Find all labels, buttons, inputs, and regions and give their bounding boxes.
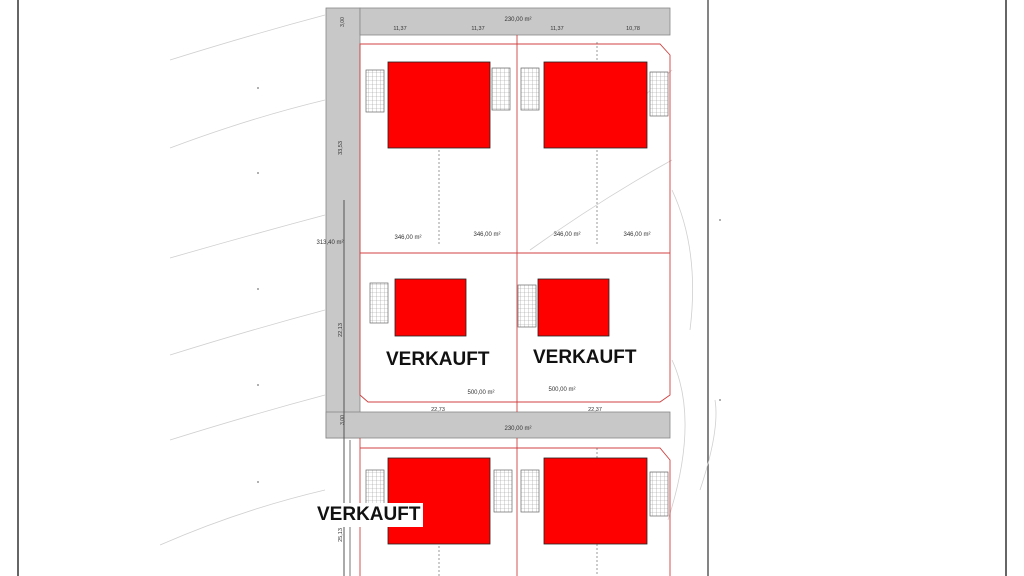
- plot-area-3: 346,00 m²: [553, 232, 581, 238]
- mid-dim-2: 22,37: [588, 407, 602, 413]
- house-4: [538, 279, 609, 336]
- bottom-road-area: 230,00 m²: [504, 426, 532, 432]
- mid-dim-1: 22,73: [431, 407, 445, 413]
- house-2: [544, 62, 647, 148]
- top-dim-1: 11,37: [393, 26, 407, 32]
- sold-label-1: VERKAUFT: [386, 349, 490, 370]
- side-dim-3: 25,13: [338, 528, 344, 542]
- carport-4: [518, 285, 536, 327]
- carport-6b: [650, 472, 668, 516]
- carport-1b: [492, 68, 510, 110]
- middle-access-road: [326, 412, 670, 438]
- carport-1a: [366, 70, 384, 112]
- top-dim-4: 10,78: [626, 26, 640, 32]
- carport-5a: [366, 470, 384, 506]
- side-dim-1: 33,53: [338, 141, 344, 155]
- sold-label-3: VERKAUFT: [314, 503, 423, 527]
- left-road-width-bottom: 3,00: [340, 415, 346, 425]
- house-5: [388, 458, 490, 544]
- carport-3: [370, 283, 388, 323]
- carport-6a: [521, 470, 539, 512]
- house-3: [395, 279, 466, 336]
- left-road-area: 313,40 m²: [316, 240, 344, 246]
- plot-area-4: 346,00 m²: [623, 232, 651, 238]
- plot-area-2: 346,00 m²: [473, 232, 501, 238]
- houses: [388, 62, 647, 544]
- carport-2a: [521, 68, 539, 110]
- plot-area-6: 500,00 m²: [548, 387, 576, 393]
- top-dim-2: 11,37: [471, 26, 485, 32]
- top-road-area: 230,00 m²: [504, 17, 532, 23]
- plot-area-5: 500,00 m²: [467, 390, 495, 396]
- left-access-road: [326, 8, 360, 438]
- house-1: [388, 62, 490, 148]
- side-dim-2: 22,13: [338, 323, 344, 337]
- plot-area-1: 346,00 m²: [394, 235, 422, 241]
- house-6: [544, 458, 647, 544]
- top-dim-3: 11,37: [550, 26, 564, 32]
- carport-2b: [650, 72, 668, 116]
- sold-label-2: VERKAUFT: [533, 347, 637, 368]
- left-road-width-top: 3,00: [340, 17, 346, 27]
- carport-5b: [494, 470, 512, 512]
